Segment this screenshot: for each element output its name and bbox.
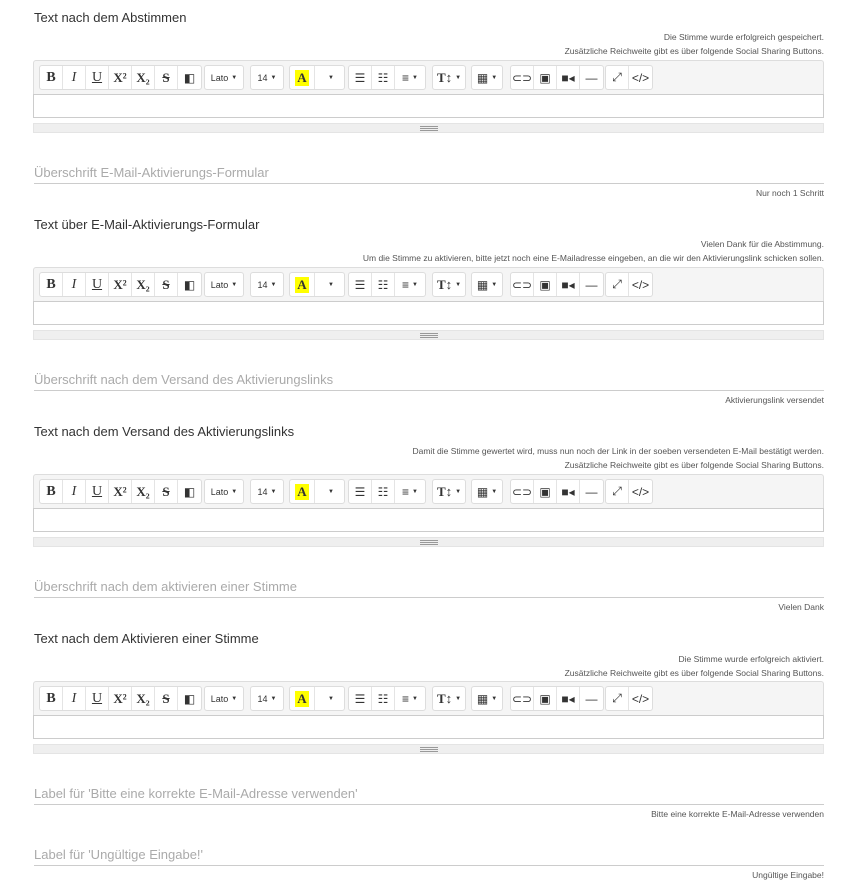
video-icon[interactable]: ■◂	[557, 687, 580, 710]
editor-content-area[interactable]	[33, 94, 824, 118]
label-text-above-email-form: Text über E-Mail-Aktivierungs-Formular	[34, 217, 260, 232]
editor-resize-handle[interactable]	[33, 537, 824, 547]
font-name-dropdown[interactable]: Lato ▼	[204, 272, 244, 297]
italic-button[interactable]: I	[63, 66, 86, 89]
hint-line-1: Die Stimme wurde erfolgreich gespeichert.	[663, 32, 824, 42]
image-icon[interactable]: ▣	[534, 273, 557, 296]
hint-line-2: Um die Stimme zu aktivieren, bitte jetzt noch eine E-Mailadresse eingeben, an die wir den Aktivierungslink schicken sollen.	[362, 253, 824, 263]
font-size-dropdown[interactable]: 14 ▼	[250, 65, 284, 90]
underline-button[interactable]: U	[86, 273, 109, 296]
line-height-dropdown[interactable]: T↕ ▼	[432, 272, 466, 297]
editor-toolbar	[33, 60, 824, 94]
color-dropdown[interactable]: ▼	[328, 281, 334, 288]
style-group	[39, 65, 202, 90]
field-hint: Nur noch 1 Schritt	[755, 188, 824, 198]
font-size-dropdown[interactable]: 14 ▼	[250, 272, 284, 297]
video-icon[interactable]: ■◂	[557, 480, 580, 503]
editor-resize-handle[interactable]	[33, 330, 824, 340]
rich-text-editor	[33, 60, 824, 142]
table-dropdown[interactable]: ▦ ▼	[471, 686, 503, 711]
table-dropdown[interactable]: ▦ ▼	[471, 479, 503, 504]
rich-text-editor	[33, 267, 824, 349]
hint-line-1: Vielen Dank für die Abstimmung.	[700, 239, 824, 249]
bullet-list-icon[interactable]: ☰	[349, 66, 372, 89]
horizontal-rule-icon[interactable]: —	[585, 277, 598, 292]
insert-group	[510, 65, 604, 90]
font-size-dropdown[interactable]: 14 ▼	[250, 479, 284, 504]
bold-button[interactable]: B	[40, 273, 63, 296]
editor-toolbar	[33, 474, 824, 508]
ordered-list-icon[interactable]: ☷	[372, 273, 395, 296]
list-group	[348, 65, 426, 90]
line-height-dropdown[interactable]: T↕ ▼	[432, 479, 466, 504]
superscript-button[interactable]: X²	[109, 687, 132, 710]
rich-text-editor	[33, 474, 824, 556]
code-view-button[interactable]: </>	[631, 277, 650, 292]
color-dropdown[interactable]: ▼	[328, 695, 334, 702]
link-icon[interactable]: ⊂⊃	[511, 480, 534, 503]
editor-resize-handle[interactable]	[33, 123, 824, 133]
label-text-after-vote: Text nach dem Abstimmen	[34, 10, 187, 25]
fullscreen-icon[interactable]: ⤢	[606, 273, 629, 296]
code-view-button[interactable]: </>	[631, 484, 650, 499]
superscript-button[interactable]: X²	[109, 66, 132, 89]
image-icon[interactable]: ▣	[534, 687, 557, 710]
link-icon[interactable]: ⊂⊃	[511, 66, 534, 89]
strikethrough-button[interactable]: S	[155, 273, 178, 296]
editor-toolbar	[33, 681, 824, 715]
code-view-button[interactable]: </>	[631, 691, 650, 706]
link-icon[interactable]: ⊂⊃	[511, 273, 534, 296]
subscript-button[interactable]: X₂	[132, 687, 155, 710]
bold-button[interactable]: B	[40, 480, 63, 503]
editor-content-area[interactable]	[33, 301, 824, 325]
heading-after-link-sent-input[interactable]: Überschrift nach dem Versand des Aktivierungslinks	[34, 369, 824, 391]
fullscreen-icon[interactable]: ⤢	[606, 687, 629, 710]
italic-button[interactable]: I	[63, 687, 86, 710]
editor-content-area[interactable]	[33, 508, 824, 532]
hint-line-2: Zusätzliche Reichweite gibt es über folgende Social Sharing Buttons.	[564, 668, 824, 678]
strikethrough-button[interactable]: S	[155, 687, 178, 710]
font-name-dropdown[interactable]: Lato ▼	[204, 686, 244, 711]
line-height-dropdown[interactable]: T↕ ▼	[432, 686, 466, 711]
eraser-icon[interactable]: ◧	[183, 691, 196, 706]
image-icon[interactable]: ▣	[534, 66, 557, 89]
highlight-button[interactable]: A	[290, 66, 315, 89]
highlight-button[interactable]: A	[290, 273, 315, 296]
color-dropdown[interactable]: ▼	[328, 74, 334, 81]
ordered-list-icon[interactable]: ☷	[372, 66, 395, 89]
horizontal-rule-icon[interactable]: —	[585, 691, 598, 706]
font-name-dropdown[interactable]: Lato ▼	[204, 479, 244, 504]
video-icon[interactable]: ■◂	[557, 66, 580, 89]
italic-button[interactable]: I	[63, 273, 86, 296]
editor-content-area[interactable]	[33, 715, 824, 739]
ordered-list-icon[interactable]: ☷	[372, 480, 395, 503]
label-invalid-input-input[interactable]: Label für 'Ungültige Eingabe!'	[34, 844, 824, 866]
subscript-button[interactable]: X₂	[132, 273, 155, 296]
color-group	[289, 65, 345, 90]
subscript-button[interactable]: X₂	[132, 66, 155, 89]
label-text-after-activation: Text nach dem Aktivieren einer Stimme	[34, 631, 259, 646]
hint-line-1: Die Stimme wurde erfolgreich aktiviert.	[678, 654, 824, 664]
font-size-dropdown[interactable]: 14 ▼	[250, 686, 284, 711]
strikethrough-button[interactable]: S	[155, 480, 178, 503]
bullet-list-icon[interactable]: ☰	[349, 273, 372, 296]
table-dropdown[interactable]: ▦ ▼	[471, 65, 503, 90]
heading-email-activation-input[interactable]: Überschrift E-Mail-Aktivierungs-Formular	[34, 162, 824, 184]
table-dropdown[interactable]: ▦ ▼	[471, 272, 503, 297]
align-dropdown[interactable]: ≡ ▼	[402, 484, 418, 499]
fullscreen-icon[interactable]: ⤢	[606, 66, 629, 89]
highlight-button[interactable]: A	[290, 687, 315, 710]
color-dropdown[interactable]: ▼	[328, 488, 334, 495]
hint-line-1: Damit die Stimme gewertet wird, muss nun noch der Link in der soeben versendeten E-Mail bestätigt werden.	[412, 446, 824, 456]
subscript-button[interactable]: X₂	[132, 480, 155, 503]
eraser-icon[interactable]: ◧	[183, 277, 196, 292]
underline-button[interactable]: U	[86, 480, 109, 503]
hint-line-2: Zusätzliche Reichweite gibt es über folgende Social Sharing Buttons.	[564, 460, 824, 470]
horizontal-rule-icon[interactable]: —	[585, 70, 598, 85]
highlight-button[interactable]: A	[290, 480, 315, 503]
align-dropdown[interactable]: ≡ ▼	[402, 691, 418, 706]
heading-after-activation-input[interactable]: Überschrift nach dem aktivieren einer Stimme	[34, 576, 824, 598]
bold-button[interactable]: B	[40, 687, 63, 710]
field-hint: Bitte eine korrekte E-Mail-Adresse verwenden	[651, 809, 824, 819]
line-height-dropdown[interactable]: T↕ ▼	[432, 65, 466, 90]
eraser-icon[interactable]: ◧	[183, 484, 196, 499]
ordered-list-icon[interactable]: ☷	[372, 687, 395, 710]
view-group	[605, 65, 653, 90]
underline-button[interactable]: U	[86, 687, 109, 710]
field-hint: Ungültige Eingabe!	[752, 870, 824, 880]
align-dropdown[interactable]: ≡ ▼	[402, 70, 418, 85]
label-text-after-link-sent: Text nach dem Versand des Aktivierungslinks	[34, 424, 295, 439]
superscript-button[interactable]: X²	[109, 480, 132, 503]
underline-button[interactable]: U	[86, 66, 109, 89]
italic-button[interactable]: I	[63, 480, 86, 503]
strikethrough-button[interactable]: S	[155, 66, 178, 89]
field-hint: Vielen Dank	[778, 602, 824, 612]
editor-resize-handle[interactable]	[33, 744, 824, 754]
label-invalid-email-input[interactable]: Label für 'Bitte eine korrekte E-Mail-Adresse verwenden'	[34, 783, 824, 805]
bullet-list-icon[interactable]: ☰	[349, 687, 372, 710]
align-dropdown[interactable]: ≡ ▼	[402, 277, 418, 292]
bullet-list-icon[interactable]: ☰	[349, 480, 372, 503]
rich-text-editor	[33, 681, 824, 763]
font-name-dropdown[interactable]: Lato ▼	[204, 65, 244, 90]
code-view-button[interactable]: </>	[631, 70, 650, 85]
image-icon[interactable]: ▣	[534, 480, 557, 503]
field-hint: Aktivierungslink versendet	[725, 395, 824, 405]
horizontal-rule-icon[interactable]: —	[585, 484, 598, 499]
fullscreen-icon[interactable]: ⤢	[606, 480, 629, 503]
eraser-icon[interactable]: ◧	[183, 70, 196, 85]
link-icon[interactable]: ⊂⊃	[511, 687, 534, 710]
bold-button[interactable]: B	[40, 66, 63, 89]
editor-toolbar	[33, 267, 824, 301]
hint-line-2: Zusätzliche Reichweite gibt es über folgende Social Sharing Buttons.	[564, 46, 824, 56]
video-icon[interactable]: ■◂	[557, 273, 580, 296]
superscript-button[interactable]: X²	[109, 273, 132, 296]
